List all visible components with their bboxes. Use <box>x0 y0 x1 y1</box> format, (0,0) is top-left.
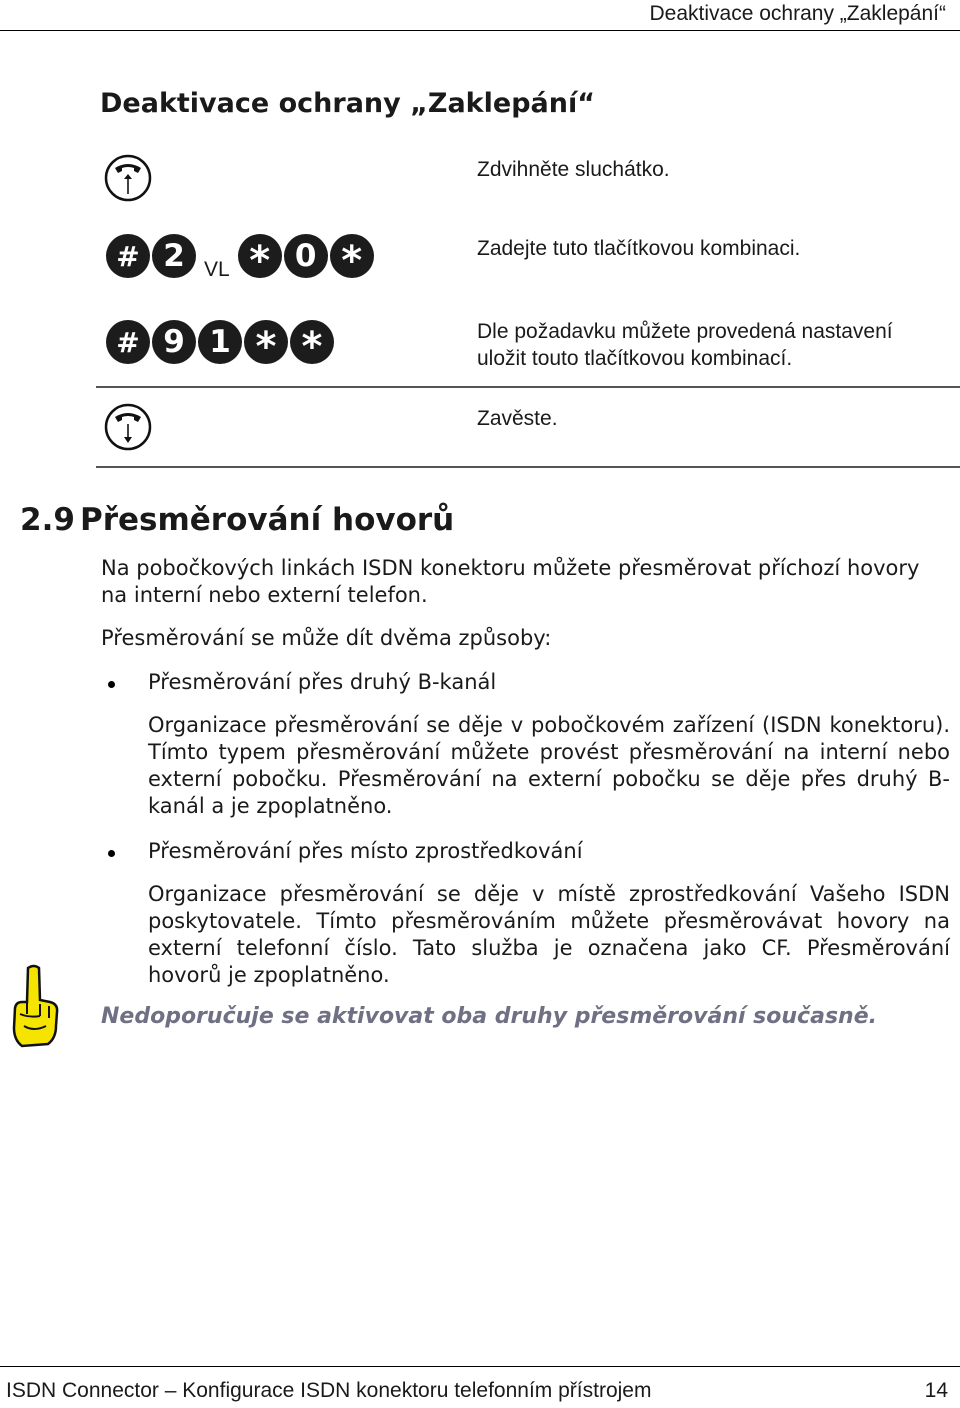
key-digit: 2 <box>152 234 196 278</box>
vl-label: VL <box>204 258 230 281</box>
key-star: * <box>330 234 374 278</box>
step-hang-up <box>96 390 960 468</box>
footer-title: ISDN Connector – Konfigurace ISDN konektoru telefonním přístrojem <box>6 1379 652 1402</box>
handset-lift-icon <box>104 154 152 207</box>
key-sequence-save <box>106 320 334 370</box>
step-key-combo-save <box>96 298 960 388</box>
page-footer <box>0 1366 960 1408</box>
key-star: * <box>244 320 288 364</box>
bullet-title: Přesměrování přes druhý B-kanál <box>148 670 497 694</box>
handset-hangup-icon <box>104 403 152 456</box>
page-number: 14 <box>924 1379 948 1402</box>
bullet-icon <box>108 850 115 857</box>
bullet-icon <box>108 681 115 688</box>
step-save-line2: uložit touto tlačítkovou kombinací. <box>477 347 793 370</box>
step-hangup-text: Zavěste. <box>477 407 558 430</box>
step-save-line1: Dle požadavku můžete provedená nastavení <box>477 320 893 343</box>
bullet-title: Přesměrování přes místo zprostředkování <box>148 839 583 863</box>
step-lift-handset <box>96 140 960 208</box>
key-sequence-deactivate <box>106 234 374 284</box>
key-star: * <box>290 320 334 364</box>
warning-note: Nedoporučuje se aktivovat oba druhy přesměrování současně. <box>101 1004 877 1029</box>
subsection-title: Přesměrování hovorů <box>80 502 455 538</box>
running-header-title: Deaktivace ochrany „Zaklepání“ <box>649 2 946 25</box>
key-digit: 1 <box>198 320 242 364</box>
running-header <box>0 0 960 31</box>
key-digit: 9 <box>152 320 196 364</box>
bullet-body: Organizace přesměrování se děje v pobočkovém zařízení (ISDN konektoru). Tímto typem přesměrování můžete provést přesměrování na interní nebo externí pobočku. Přesměrování na externí pobočku se děje přes druhý B-kanál a je zpoplatněno. <box>148 713 950 818</box>
key-star: * <box>238 234 282 278</box>
subsection-heading <box>20 502 454 538</box>
step-lift-text: Zdvihněte sluchátko. <box>477 158 670 181</box>
subsection-number: 2.9 <box>20 502 75 538</box>
bullet-body: Organizace přesměrování se děje v místě zprostředkování Vašeho ISDN poskytovatele. Tímto přesměrováním můžete přesměrovávat hovory na externí telefonní číslo. Tato služba je označena jako CF. Přesměrování hovorů je zpoplatněno. <box>148 882 950 987</box>
key-digit: 0 <box>284 234 328 278</box>
section-title: Deaktivace ochrany „Zaklepání“ <box>100 88 595 119</box>
divider <box>96 466 960 468</box>
key-hash: # <box>106 320 150 364</box>
step-key-combo-deactivate <box>96 208 960 298</box>
step-combo-text: Zadejte tuto tlačítkovou kombinaci. <box>477 237 801 260</box>
key-hash: # <box>106 234 150 278</box>
intro-paragraph: Na pobočkových linkách ISDN konektoru můžete přesměrovat příchozí hovory na interní nebo externí telefon. <box>101 556 920 607</box>
divider <box>96 386 960 388</box>
step-save-text <box>477 318 893 372</box>
ways-paragraph: Přesměrování se může dít dvěma způsoby: <box>101 626 552 650</box>
pointing-finger-icon <box>10 964 62 1055</box>
